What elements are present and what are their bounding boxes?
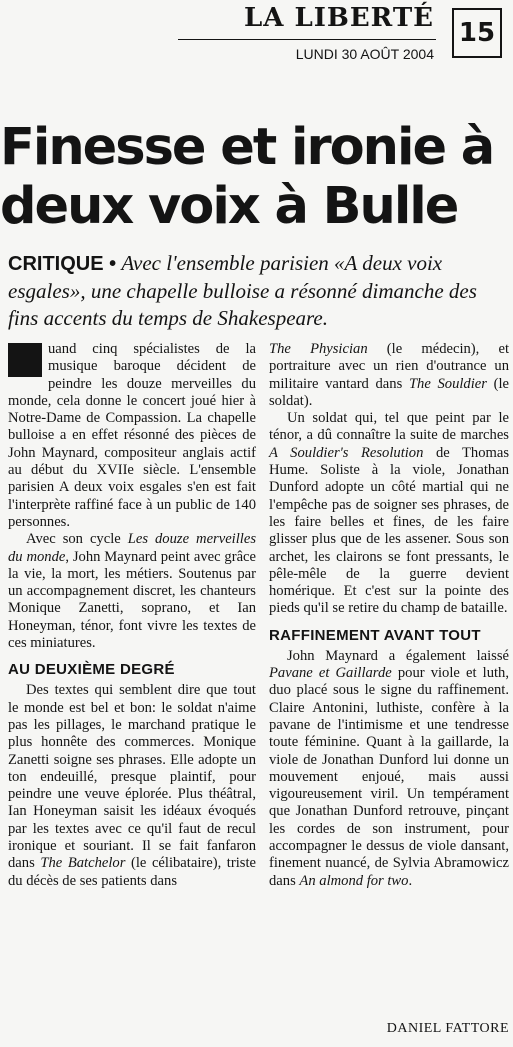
- paragraph-4-title-2: The Souldier: [408, 375, 487, 392]
- headline-line-2: deux voix à Bulle: [0, 177, 458, 236]
- page-number: 15: [452, 8, 502, 58]
- subheading-au-deuxieme-degre: AU DEUXIÈME DEGRÉ: [8, 661, 175, 679]
- paragraph-6-text-a: John Maynard a également laissé: [287, 647, 509, 664]
- masthead-rule: [178, 39, 436, 40]
- issue-date: LUNDI 30 AOÛT 2004: [295, 46, 434, 62]
- dropcap-q: [8, 343, 42, 377]
- paragraph-6-title-2: An almond for two: [299, 872, 409, 889]
- paragraph-5-title: A Souldier's Resolution: [269, 444, 424, 461]
- paragraph-5-text-b: de Thomas Hume. Soliste à la viole, Jonathan Dunford adopte un côté martial qui ne l'empêche pas de soigner ses phrases, de les faire belles et fines, de les faire glisser plus que de les assener. Sous son archet, les clairons se font pressants, le pêle-mêle de la guerre devient homérique. Et c'est sur la pointe des pieds qu'il se retire du champ de bataille.: [269, 444, 510, 617]
- lead-paragraph: [8, 250, 508, 332]
- masthead: [0, 0, 513, 68]
- paragraph-5: [269, 410, 509, 618]
- paragraph-3-text-a: Des textes qui semblent dire que tout le monde est bel et bon: le soldat n'aime pas les pillages, le marchand pratique le plus honnête des commerces. Monique Zanetti soigne ses phrases. Elle adopte un ton endeuillé, presque plaintif, pour peindre une veuve éplorée. Plus théâtral, Ian Honeyman saisit les idéaux évoqués par les textes avec ce qu'il faut de recul ironique et souriant. Il se fait fanfaron dans: [8, 682, 256, 872]
- paragraph-4: [269, 341, 509, 410]
- paragraph-5-text-a: Un soldat qui, tel que peint par le ténor, a dû connaître la suite de marches: [269, 410, 509, 444]
- paragraph-4-title-1: The Physician: [269, 341, 368, 357]
- paragraph-3-text-b: (le célibataire), triste du décès de ses patients dans: [8, 855, 256, 889]
- headline: [0, 118, 513, 236]
- paragraph-1-text: uand cinq spécialistes de la musique baroque décident de peindre les douze merveilles du monde, cela donne le concert joué hier à Notre-Dame de Compassion. La chapelle bulloise a en effet résonné des pièces de John Maynard, compositeur anglais actif au début du XVIIe siècle. L'ensemble parisien A deux voix esgales s'en est fait l'interprète raffiné face à un public de 140 personnes.: [8, 341, 256, 530]
- lead-text: Avec l'ensemble parisien «A deux voix esgales», une chapelle bulloise a résonné dimanche des fins accents du temps de Shakespeare.: [8, 251, 477, 330]
- subheading-raffinement-avant-tout: RAFFINEMENT AVANT TOUT: [269, 626, 481, 644]
- paragraph-3-title: The Batchelor: [40, 855, 126, 872]
- paragraph-6-text-b: pour viole et luth, duo placé sous le signe du raffinement. Claire Antonini, luthiste, confère à la pavane de l'intimisme et une tendresse toute féminine. Quant à la gaillarde, la viole de Jonathan Dunford lui donne un mouvement enjoué, mais aussi vigoureusement viril. Un tempérament que Jonathan Dunford retrouve, pinçant les cordes de son instrument, pour accompagner le dessus de viole dansant, finement nuancé, de Sylvia Abramowicz dans: [269, 665, 509, 889]
- paragraph-6: [269, 648, 509, 890]
- headline-line-1: Finesse et ironie à: [0, 118, 494, 177]
- paragraph-3: [8, 682, 256, 890]
- kicker-label: CRITIQUE •: [8, 253, 117, 275]
- paragraph-6-title-1: Pavane et Gaillarde: [269, 665, 392, 682]
- right-column: [269, 341, 509, 890]
- newspaper-name: LA LIBERTÉ: [243, 3, 434, 33]
- paragraph-4-text-b: (le soldat).: [269, 375, 510, 409]
- paragraph-2-title: Les douze merveilles du monde: [8, 531, 256, 565]
- paragraph-6-text-c: .: [408, 872, 413, 889]
- left-column: [8, 341, 256, 890]
- author-byline: DANIEL FATTORE: [386, 1021, 509, 1036]
- paragraph-4-text-a: (le médecin), et portraiture avec un rien d'outrance un militaire vantard dans: [269, 341, 510, 392]
- paragraph-1: [8, 341, 256, 531]
- paragraph-2: [8, 531, 256, 652]
- paragraph-2-text-a: Avec son cycle: [26, 531, 128, 548]
- paragraph-2-text-b: , John Maynard peint avec grâce la vie, la mort, les métiers. Soutenus par un accompagnement discret, les chanteurs Monique Zanetti, soprano, et Ian Honeyman, ténor, font vivre les textes de ces miniatures.: [8, 548, 257, 652]
